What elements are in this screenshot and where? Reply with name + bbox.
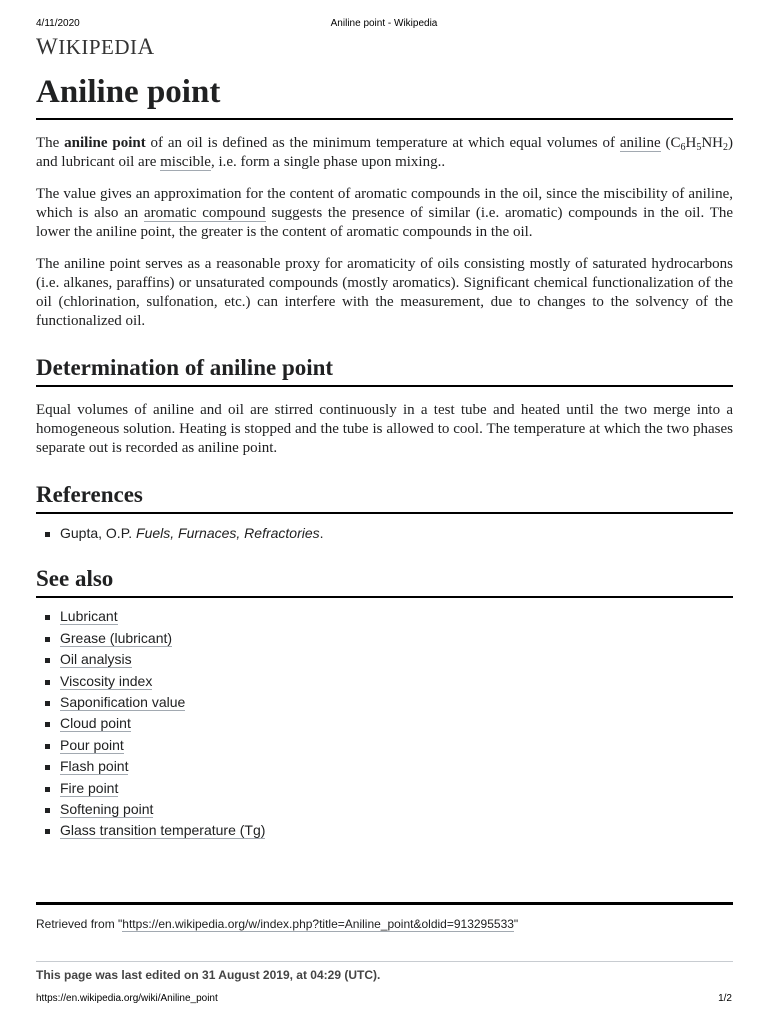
print-date: 4/11/2020 [36, 18, 80, 29]
determination-paragraph: Equal volumes of aniline and oil are stirred continuously in a test tube and heated until the two merge into a homogeneous solution. Heating is stopped and the tube is allowed to cool. The temperature at which the two phases separate out is recorded as aniline point. [36, 402, 733, 456]
see-also-item [36, 606, 733, 627]
link-aniline[interactable]: aniline [619, 135, 661, 151]
see-also-link-softening-point[interactable]: Softening point [60, 801, 154, 818]
see-also-link-pour-point[interactable]: Pour point [60, 736, 124, 753]
page-title: Aniline point [36, 70, 733, 120]
intro-paragraph-1: The aniline point of an oil is defined as the minimum temperature at which equal volumes of aniline $(C_6H_5NH_2)$ and lubricant oil are miscible, i.e. form a single phase upon mixing.. [36, 135, 733, 170]
see-also-link-saponification-value[interactable]: Saponification value [60, 694, 186, 711]
see-also-item [36, 649, 733, 670]
see-also-list [36, 606, 733, 841]
see-also-link-glass-transition[interactable]: Glass transition temperature (Tg) [60, 822, 266, 839]
heading-see-also: See also [36, 566, 733, 598]
retrieved-url-link[interactable]: https://en.wikipedia.org/w/index.php?title=Aniline_point&oldid=913295533 [122, 917, 514, 931]
link-miscible[interactable]: miscible [160, 154, 211, 170]
see-also-item [36, 628, 733, 649]
see-also-link-flash-point[interactable]: Flash point [60, 758, 129, 775]
wikipedia-wordmark[interactable]: WIKIPEDIA [36, 34, 155, 59]
see-also-item [36, 692, 733, 713]
print-url: https://en.wikipedia.org/wiki/Aniline_point [36, 993, 218, 1004]
heading-references: References [36, 482, 733, 514]
see-also-item [36, 671, 733, 692]
bold-term: aniline point [64, 135, 146, 151]
see-also-link-lubricant[interactable]: Lubricant [60, 608, 118, 625]
see-also-item [36, 713, 733, 734]
see-also-item [36, 820, 733, 841]
see-also-item [36, 778, 733, 799]
see-also-link-viscosity-index[interactable]: Viscosity index [60, 672, 153, 689]
references-list [36, 523, 733, 544]
see-also-item [36, 799, 733, 820]
print-page-title: Aniline point - Wikipedia [330, 18, 438, 29]
print-page-number: 1/2 [718, 993, 732, 1004]
reference-item: Gupta, O.P. Fuels, Furnaces, Refractories. [36, 523, 733, 544]
see-also-item [36, 735, 733, 756]
see-also-item [36, 756, 733, 777]
intro-paragraph-2: The value gives an approximation for the content of aromatic compounds in the oil, since the miscibility of aniline, which is also an aromatic compound suggests the presence of similar (i.e. aromatic) compounds in the oil. The lower the aniline point, the greater is the content of aromatic compounds in the oil. [36, 186, 734, 240]
see-also-link-oil-analysis[interactable]: Oil analysis [60, 651, 132, 668]
last-edited-notice: This page was last edited on 31 August 2019, at 04:29 (UTC). [36, 968, 381, 982]
intro-paragraph-3: The aniline point serves as a reasonable proxy for aromaticity of oils consisting mostly of saturated hydrocarbons (i.e. alkanes, paraffins) or unsaturated compounds (mostly aromatics). Significant chemical functionalization of the oil (chlorination, sulfonation, etc.) can interfere with the measurement, due to changes to the solvency of the functionalized oil. [36, 256, 733, 329]
heading-determination: Determination of aniline point [36, 355, 733, 387]
see-also-link-fire-point[interactable]: Fire point [60, 779, 119, 796]
footer-thin-divider [36, 961, 733, 962]
footer-divider [36, 902, 733, 905]
article-content [36, 70, 733, 842]
link-aromatic-compound[interactable]: aromatic compound [144, 205, 266, 221]
retrieved-from: Retrieved from "https://en.wikipedia.org/w/index.php?title=Aniline_point&oldid=913295533" [36, 917, 519, 931]
see-also-link-grease[interactable]: Grease (lubricant) [60, 629, 173, 646]
see-also-link-cloud-point[interactable]: Cloud point [60, 715, 131, 732]
